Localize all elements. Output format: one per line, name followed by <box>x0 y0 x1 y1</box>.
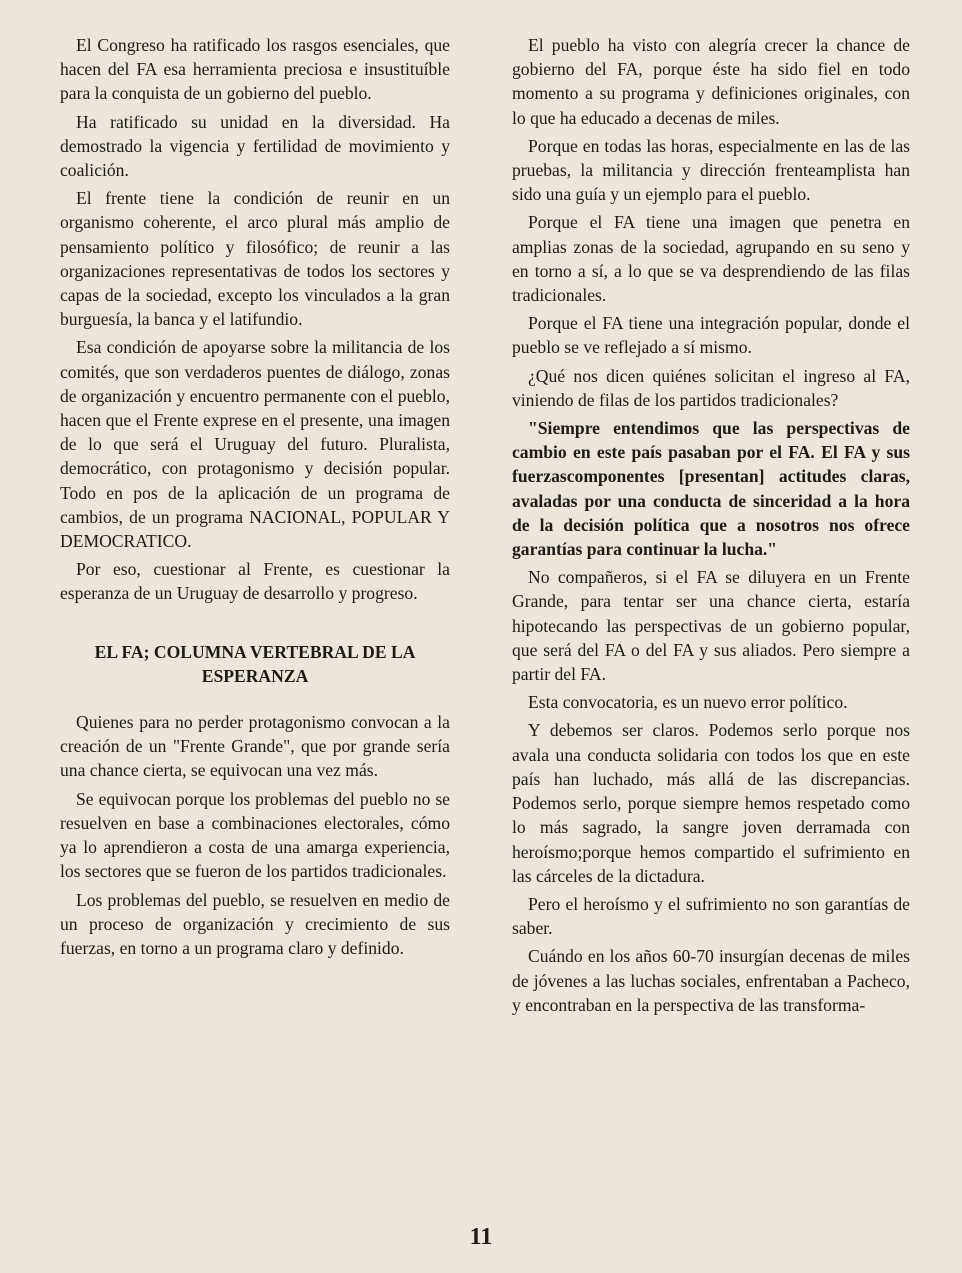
section-heading: EL FA; COLUMNA VERTEBRAL DE LA ESPERANZA <box>94 641 416 686</box>
paragraph: Esta convocatoria, es un nuevo error político. <box>528 692 848 713</box>
paragraph: No compañeros, si el FA se diluyera en un Frente Grande, para tentar ser una chance cierta, estaría hipotecando las perspectivas de un gobierno popular, que será del FA o del FA y sus aliados. Pero siempre a partir del FA. <box>512 567 910 685</box>
page-number: 11 <box>469 1224 493 1250</box>
paragraph: Ha ratificado su unidad en la diversidad. Ha demostrado la vigencia y fertilidad de movimiento y coalición. <box>60 111 450 181</box>
paragraph: El Congreso ha ratificado los rasgos esenciales, que hacen del FA esa herramienta preciosa e insustituíble para la conquista de un gobierno del pueblo. <box>60 35 450 104</box>
paragraph: El frente tiene la condición de reunir en un organismo coherente, el arco plural más amplio de pensamiento político y filosófico; de reunir a las organizaciones representativas de todos los sectores y capas de la sociedad, excepto los vinculados a la gran burguesía, la banca y el latifundio. <box>60 188 450 330</box>
paragraph: Los problemas del pueblo, se resuelven en medio de un proceso de organización y crecimiento de sus fuerzas, en torno a un programa claro y definido. <box>60 889 450 958</box>
paragraph: El pueblo ha visto con alegría crecer la chance de gobierno del FA, porque éste ha sido fiel en todo momento a su programa y definiciones originales, con lo que ha educado a decenas de miles. <box>512 35 910 128</box>
paragraph: Quienes para no perder protagonismo convocan a la creación de un "Frente Grande", que por grande sería una chance cierta, se equivocan una vez más. <box>60 712 450 781</box>
paragraph: Por eso, cuestionar al Frente, es cuestionar la esperanza de un Uruguay de desarrollo y progreso. <box>60 559 450 604</box>
paragraph: Y debemos ser claros. Podemos serlo porque nos avala una conducta solidaria con todos los que en este país han luchado, más allá de las discrepancias. Podemos serlo, porque siempre hemos respetado como lo más sagrado, la sangre joven derramada con heroísmo;porque hemos compartido el sufrimiento en las cárceles de la dictadura. <box>512 720 910 886</box>
paragraph: Porque en todas las horas, especialmente en las de las pruebas, la militancia y dirección frenteamplista han sido una guía y un ejemplo para el pueblo. <box>512 135 910 205</box>
paragraph: Porque el FA tiene una integración popular, donde el pueblo se ve reflejado a sí mismo. <box>512 313 910 358</box>
paragraph: Cuándo en los años 60-70 insurgían decenas de miles de jóvenes a las luchas sociales, enfrentaban a Pacheco, y encontraban en la perspectiva de las transforma- <box>512 946 910 1015</box>
quote-paragraph: "Siempre entendimos que las perspectivas de cambio en este país pasaban por el FA. El FA y sus fuerzascomponentes [presentan] actitudes claras, avaladas por una conducta de sinceridad a la hora de la decisión política que a nosotros nos ofrece garantías para continuar la lucha." <box>512 418 910 560</box>
paragraph: Esa condición de apoyarse sobre la militancia de los comités, que son verdaderos puentes de diálogo, zonas de organización y encuentro permanente con el pueblo, hacen que el Frente exprese en el presente, una imagen de lo que será el Uruguay del futuro. Pluralista, democrático, con protagonismo y decisión popular. Todo en pos de la aplicación de un programa de cambios, de un programa NACIONAL, POPULAR Y DEMOCRATICO. <box>60 337 450 552</box>
paragraph: Se equivocan porque los problemas del pueblo no se resuelven en base a combinaciones electorales, cómo ya lo aprendieron a costa de una amarga experiencia, los sectores que se fueron de los partidos tradicionales. <box>60 788 450 882</box>
right-column <box>512 33 910 1021</box>
paragraph: Pero el heroísmo y el sufrimiento no son garantías de saber. <box>512 893 910 939</box>
paragraph: Porque el FA tiene una imagen que penetra en amplias zonas de la sociedad, agrupando en su seno y en torno a sí, a lo que se va desprendiendo de las filas tradicionales. <box>512 212 910 306</box>
left-column <box>60 33 450 964</box>
paragraph: ¿Qué nos dicen quiénes solicitan el ingreso al FA, viniendo de filas de los partidos tradicionales? <box>512 365 910 410</box>
